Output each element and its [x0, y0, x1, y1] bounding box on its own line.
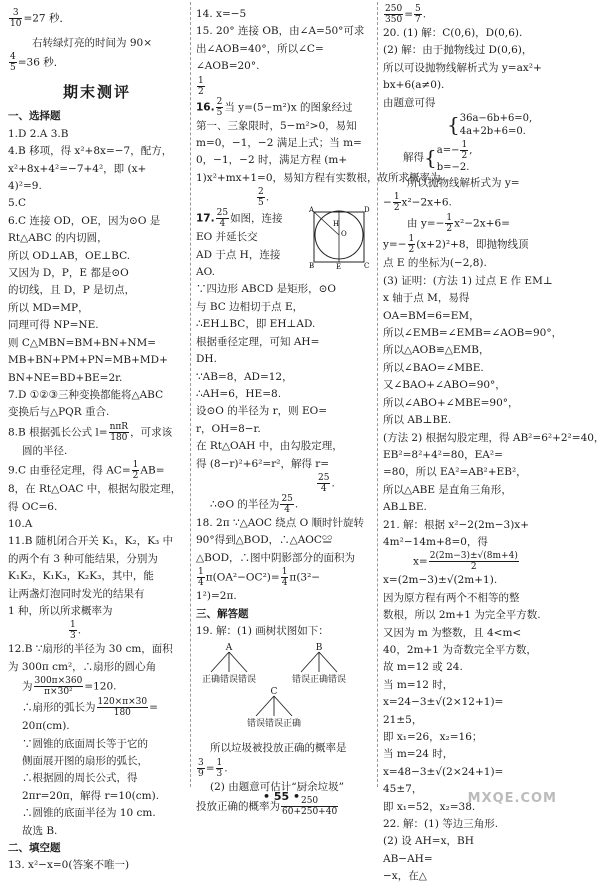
- text-line: 12.B ∵扇形的半径为 30 cm，面积: [8, 643, 173, 656]
- text-line: AD 于点 H，连接: [196, 248, 281, 261]
- equation: a=−: [436, 145, 460, 157]
- text-line: $\frac{3}{9}$ = $\frac{1}{3}$ .: [198, 757, 228, 779]
- text-line: 所以∠BAO=∠MBE.: [383, 361, 484, 374]
- text-line: 16. $\frac{2}{5}$ 当 y=(5−m²)x 的图象经过: [196, 96, 353, 118]
- text-line: 0，−1，−2 时，满足方程 (m+: [196, 154, 348, 167]
- text-line: 的切线，且 D，P 是切点，: [8, 284, 136, 297]
- text-line: 90°得到△BOD，∴△AOC≌: [196, 534, 333, 547]
- text-line: 得 (8−r)²+6²=r²，解得 r=: [196, 457, 330, 470]
- text-line: 解得{a=− $\frac{1}{2}$ , b=−2.: [403, 140, 473, 174]
- text-line: $\frac{1}{4}$ π(OA²−OC²)= $\frac{1}{4}$ π(3²−: [198, 567, 321, 589]
- text-line: 所以 AB⊥BE.: [383, 414, 452, 427]
- fraction: $\frac{300\pi\times 360}{\text{π×30²}}$: [34, 676, 83, 698]
- svg-text:正确: 正确: [309, 675, 329, 686]
- text-line: AB−AH=: [383, 852, 433, 865]
- text-line: DH.: [196, 353, 217, 366]
- text-line: 又∠BAO+∠ABO=90°，: [383, 379, 506, 392]
- text-line: 第一、三象限时，5−m²>0，易知: [196, 119, 357, 132]
- text-line: 投放正确的概率为 $\frac{250}{60+250+40}$: [196, 796, 338, 818]
- text-line: 圆的半径.: [22, 444, 68, 457]
- fraction: $\frac{1}{4}$: [281, 567, 288, 589]
- svg-text:错误: 错误: [291, 675, 311, 686]
- fraction: $\frac{250}{60+250+40}$: [282, 796, 338, 818]
- text-line: 所以∠EMB=∠EMB=∠AOB=90°，: [383, 327, 563, 340]
- fraction: $\frac{1}{2}$: [132, 460, 139, 482]
- text-line: 故选 B.: [22, 824, 58, 837]
- text-line: AO.: [196, 266, 215, 279]
- fraction: $\frac{1}{2}$: [446, 213, 453, 235]
- text-line: 即 x₁=52，x₂=38.: [383, 800, 476, 813]
- text-line: $\frac{1}{3}$ .: [70, 620, 82, 642]
- text-line: [383, 112, 559, 138]
- text-line: x 轴于点 M，易得: [383, 292, 470, 305]
- text-line: △BOD，∴图中阴影部分的面积为: [196, 551, 356, 564]
- column-left: [8, 0, 186, 872]
- text-line: 侧面展开图的扇形的弧长，: [22, 755, 148, 767]
- svg-text:A: A: [225, 643, 233, 654]
- fraction: $\frac{2}{5}$: [258, 187, 264, 209]
- text-line: 7.D ①②③三种变换都能将△ABC: [8, 388, 164, 401]
- text-line: =80，所以 EA²=AB²+EB²，: [383, 466, 527, 479]
- text-line: 根据垂径定理，可知 AH=: [196, 335, 320, 348]
- text-line: 1)x²+mx+1=0，易知方程有实数根，故所求概率为: [196, 171, 441, 184]
- text-line: $\frac{4}{5}$ =36 秒．: [10, 52, 65, 74]
- fraction: $\frac{25}{4}$: [318, 472, 330, 494]
- fraction: $\frac{3}{9}$: [198, 757, 204, 779]
- fraction: $\frac{120\times\pi\times 30}{180}$: [97, 697, 148, 719]
- text-line: m=0，−1，−2 满足上式；当 m=: [196, 137, 362, 150]
- text-line: 19. 解：(1) 画树状图如下：: [196, 624, 329, 637]
- text-line: −x，在△: [383, 870, 427, 883]
- fraction: $\frac{1}{2}$: [393, 192, 400, 214]
- text-line: 让两盏灯泡同时发光的结果有: [8, 587, 145, 600]
- text-line: 同理可得 NP=NE.: [8, 319, 99, 332]
- text-line: x= $\frac{2(2m-3)\pm√(8m+4)}{2}$: [413, 551, 518, 573]
- text-line: (2) 由题意可估计“厨余垃圾”: [210, 780, 344, 793]
- text-line: (3) 证明：(方法 1) 过点 E 作 EM⊥: [383, 274, 553, 287]
- text-line: 20. (1) 解：C(0,6)，D(0,6).: [383, 27, 523, 39]
- text-line: 11.B 随机闭合开关 K₁，K₂，K₃ 中: [8, 535, 174, 548]
- text-line: $\frac{3}{10}$ =27 秒．: [10, 8, 70, 29]
- text-line: EB²=8²+4²=80，EA²=: [383, 448, 503, 461]
- text-line: BN+NE=BD+BE=2r.: [8, 371, 123, 384]
- text-line: K₁K₂，K₁K₃，K₂K₃，其中，能: [8, 570, 154, 583]
- text-line: 14. x=−5: [196, 8, 247, 20]
- rectangle-circle-figure: [308, 206, 370, 270]
- text-line: 数根，所以 2m+1 为完全平方数.: [383, 609, 541, 622]
- text-line: x=48−3±√(2×24+1)=: [383, 765, 504, 778]
- fraction: $\frac{2}{5}$: [216, 96, 223, 118]
- text-line: $\frac{2}{5}$ .: [258, 187, 270, 209]
- text-line: 9.C 由垂径定理，得 AC= $\frac{1}{2}$ AB=: [8, 460, 165, 482]
- text-line: 15. 20° 连接 OB，由∠A=50°可求: [196, 25, 365, 38]
- text-line: 所以 OD⊥AB，OE⊥BC.: [8, 249, 131, 262]
- text-line: 因为原方程有两个不相等的整: [383, 591, 520, 604]
- text-line: 8，在 Rt△OAC 中，根据勾股定理，: [8, 483, 182, 496]
- text-line: 当 m=24 时，: [383, 748, 454, 761]
- text-line: 18. 2π ∵△AOC 绕点 O 顺时针旋转: [196, 516, 365, 529]
- text-line: AB⊥BE.: [383, 501, 427, 514]
- text-line: ∴AH=6，HE=8.: [196, 387, 282, 400]
- svg-text:B: B: [315, 643, 323, 654]
- text-line: ∵四边形 ABCD 是矩形，⊙O: [196, 283, 337, 296]
- text-line: 17. $\frac{25}{4}$ 如图，连接: [196, 208, 283, 230]
- text-line: 所以垃圾被投放正确的概率是: [210, 742, 347, 755]
- text-line: (方法 2) 根据勾股定理，得 AB²=6²+2²=40，: [383, 431, 604, 444]
- text-line: 所以 MD=MP，: [8, 301, 89, 314]
- equation: b=−2.: [436, 162, 470, 174]
- text-line: 在 Rt△OAH 中，由勾股定理，: [196, 440, 343, 453]
- svg-text:O: O: [341, 230, 347, 239]
- text-line: bx+6(a≠0).: [383, 79, 445, 92]
- text-line: 变换后与△PQR 重合.: [8, 406, 110, 419]
- svg-text:D: D: [364, 206, 370, 215]
- fraction: $\frac{1}{2}$: [198, 75, 204, 97]
- brace: {: [424, 145, 437, 170]
- text-line: 由 y=− $\frac{1}{2}$ x²−2x+6=: [407, 213, 510, 235]
- fraction: $\frac{1}{2}$: [408, 234, 415, 256]
- text-line: 所以抛物线解析式为 y=: [407, 177, 520, 190]
- text-line: 21. 解：根据 x²−2(2m−3)x+: [383, 518, 530, 531]
- section-heading: 三、解答题: [196, 607, 249, 620]
- fraction: $\frac{3}{10}$: [10, 8, 22, 29]
- fraction: $\frac{2(2m-3)\pm√(8m+4)}{2}$: [429, 551, 518, 573]
- text-line: 1.D 2.A 3.B: [8, 127, 69, 140]
- text-line: MB+BN+PM+PN=MB+MD+: [8, 354, 168, 367]
- text-line: 由题意可得: [383, 96, 436, 109]
- text-line: 1²)=2π.: [196, 590, 237, 603]
- text-line: r，OH=8−r.: [196, 422, 261, 435]
- text-line: 得 OC=6.: [8, 500, 58, 513]
- text-line: ∴EH⊥BC，即 EH⊥AD.: [196, 318, 316, 331]
- text-line: ∵圆锥的底面周长等于它的: [22, 737, 148, 750]
- text-line: ∠AOB=20°.: [196, 60, 260, 73]
- text-line: x=(2m−3)±√(2m+1).: [383, 574, 498, 587]
- text-line: ∵AB=8，AD=12，: [196, 370, 293, 383]
- text-line: 所以∠ABO+∠MBE=90°，: [383, 396, 519, 409]
- svg-text:B: B: [309, 262, 315, 271]
- text-line: 即 x₁=26，x₂=16；: [383, 731, 483, 743]
- text-line: 6.C 连接 OD，OE，因为⊙O 是: [8, 214, 161, 227]
- fraction: $\frac{1}{2}$: [461, 140, 468, 162]
- text-line: 则 C△MBN=BM+BN+NM=: [8, 336, 157, 349]
- text-line: 2πr=20π，解得 r=10(cm).: [22, 789, 160, 802]
- svg-text:正确: 正确: [201, 675, 221, 686]
- text-line: 所以△ABE 是直角三角形，: [383, 483, 512, 496]
- equation: 4a+2b+6=0.: [459, 126, 526, 138]
- fraction: $\frac{1}{3}$: [70, 620, 76, 642]
- brace: {: [447, 112, 460, 137]
- fraction: $\frac{5}{7}$: [415, 4, 421, 25]
- svg-text:错误: 错误: [219, 675, 239, 686]
- text-line: x²+8x+4²=−7+4²，即 (x+: [8, 162, 147, 175]
- column-divider: [190, 2, 191, 787]
- text-line: 右转绿灯亮的时间为 90×: [32, 37, 152, 49]
- equation: 36a−6b+6=0,: [459, 113, 533, 125]
- text-line: 4)²=9.: [8, 180, 42, 193]
- text-line: x=24−3±√(2×12+1)=: [383, 696, 504, 709]
- text-line: ∴扇形的弧长为 $\frac{120\times\pi\times 30}{180}$ =: [22, 697, 158, 719]
- svg-text:C: C: [270, 687, 278, 698]
- page-number: • 55 •: [262, 790, 301, 803]
- text-line: 20π(cm).: [22, 720, 70, 733]
- fraction: $\frac{4}{5}$: [10, 52, 16, 74]
- fraction: $\frac{\text{nπR}}{180}$: [109, 421, 129, 443]
- text-line: ∴圆锥的底面半径为 10 cm.: [22, 807, 156, 820]
- text-line: 当 m=12 时，: [383, 678, 454, 691]
- text-line: 所以可设抛物线解析式为 y=ax²+: [383, 61, 542, 74]
- text-line: 故 m=12 或 24.: [383, 661, 463, 674]
- svg-text:H: H: [333, 220, 340, 229]
- fraction: $\frac{250}{350}$: [385, 4, 403, 25]
- section-title: 期末测评: [62, 83, 131, 102]
- fraction: $\frac{1}{3}$: [216, 757, 223, 779]
- svg-text:E: E: [336, 263, 342, 272]
- fraction: $\frac{1}{4}$: [198, 567, 204, 589]
- svg-text:错误: 错误: [246, 719, 266, 730]
- text-line: 22. 解：(1) 等边三角形.: [383, 818, 499, 831]
- text-line: 又因为 m 为整数，且 4<m<: [383, 626, 522, 639]
- svg-text:错误: 错误: [264, 719, 284, 730]
- text-line: 40，2m+1 为奇数完全平方数，: [383, 643, 537, 656]
- text-line: − $\frac{1}{2}$ x²−2x+6.: [383, 192, 452, 214]
- text-line: 为 $\frac{300\pi\times 360}{\text{π×30²}}$ =120.: [22, 676, 117, 698]
- svg-text:正确: 正确: [282, 719, 302, 730]
- svg-text:A: A: [309, 206, 315, 215]
- column-divider: [377, 2, 378, 787]
- text-line: 21±5，: [383, 713, 423, 726]
- text-line: 出∠AOB=40°，所以∠C=: [196, 42, 324, 55]
- tree-diagram: [199, 642, 369, 738]
- text-line: $\frac{250}{350}$ = $\frac{5}{7}$ .: [385, 4, 427, 25]
- text-line: 8.B 根据弧长公式 l= $\frac{\text{nπR}}{180}$ ，可求该: [8, 421, 173, 443]
- section-heading: 二、填空题: [8, 842, 61, 855]
- text-line: 点 E 的坐标为(−2,8).: [383, 257, 487, 270]
- text-line: 为 300π cm²，∴扇形的圆心角: [8, 660, 157, 673]
- svg-text:错误: 错误: [237, 675, 257, 686]
- svg-text:错误: 错误: [327, 675, 347, 686]
- text-line: 所以△AOB≌△EMB，: [383, 344, 490, 357]
- section-heading: 一、选择题: [8, 110, 61, 123]
- text-line: EO 并延长交: [196, 231, 258, 244]
- text-line: 1 种，所以所求概率为: [8, 604, 113, 617]
- text-line: 5.C: [8, 197, 27, 210]
- text-line: y=− $\frac{1}{2}$ (x+2)²+8，即抛物线顶: [383, 234, 529, 256]
- text-line: 13. x²−x=0(答案不唯一): [8, 859, 130, 872]
- text-line: (2) 设 AH=x，BH: [383, 835, 474, 848]
- text-line: 4m²−14m+8=0，得: [383, 535, 488, 548]
- text-line: 与 BC 边相切于点 E，: [196, 300, 304, 313]
- text-line: $\frac{25}{4}$ .: [318, 472, 335, 494]
- fraction: $\frac{25}{4}$: [281, 493, 293, 515]
- fraction: $\frac{25}{4}$: [216, 208, 229, 230]
- text-line: [196, 76, 372, 97]
- text-line: 45±7，: [383, 783, 423, 796]
- text-line: 设⊙O 的半径为 r，则 EO=: [196, 405, 328, 418]
- svg-text:C: C: [364, 262, 370, 271]
- text-line: Rt△ABC 的内切圆，: [8, 232, 108, 245]
- watermark: MXQE.COM: [467, 791, 557, 806]
- text-line: 又因为 D，P，E 都是⊙O: [8, 267, 129, 280]
- text-line: OA=BM=6=EM，: [383, 309, 480, 322]
- text-line: 10.A: [8, 517, 33, 530]
- text-line: (2) 解：由于抛物线过 D(0,6)，: [383, 44, 533, 57]
- text-line: ∴⊙O 的半径为 $\frac{25}{4}$ .: [210, 493, 299, 515]
- text-line: 的两个有 3 种可能结果，分别为: [8, 552, 158, 565]
- text-line: 4.B 移项，得 x²+8x=−7，配方，: [8, 145, 173, 158]
- text-line: ∴根据圆的周长公式，得: [22, 772, 138, 785]
